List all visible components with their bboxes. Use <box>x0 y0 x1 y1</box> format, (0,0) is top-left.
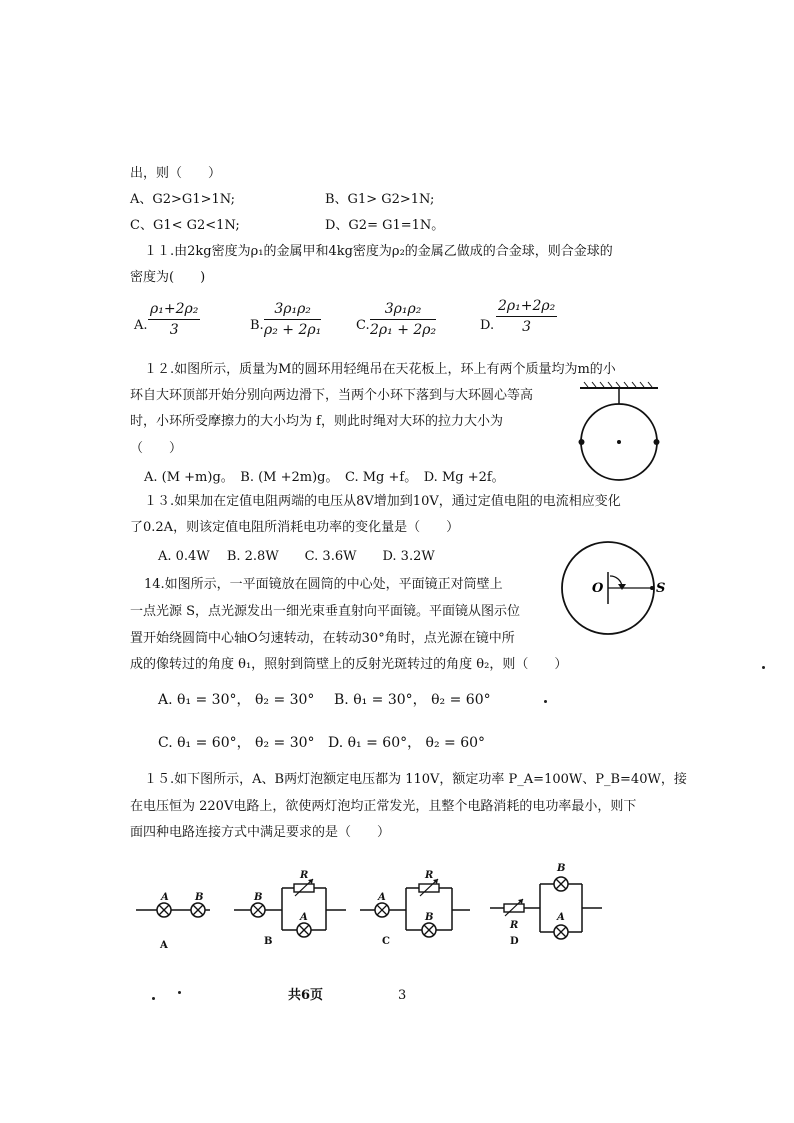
q13-stem-line2: 了0.2A，则该定值电阻所消耗电功率的变化量是（ ） <box>130 520 460 535</box>
q14-stem-line3: 置开始绕圆筒中心轴O匀速转动，在转动30°角时，点光源在镜中所 <box>130 631 515 646</box>
circuit-a-lamp-b-label: B <box>195 892 204 903</box>
q15-stem-line1: １５.如下图所示，A、B两灯泡额定电压都为 110V，额定功率 P_A=100W、P_B=40W，接 <box>144 772 687 787</box>
fraction-denominator: 2ρ₁ + 2ρ₂ <box>370 322 437 338</box>
q13-stem-line1: １３.如果加在定值电阻两端的电压从8V增加到10V，通过定值电阻的电流相应变化 <box>144 494 621 509</box>
fraction-numerator: 3ρ₁ρ₂ <box>264 301 321 320</box>
circuit-a <box>136 892 210 951</box>
circuit-d-resistor-label: R <box>510 920 519 931</box>
q12-stem-line3: 时，小环所受摩擦力的大小均为 f，则此时绳对大环的拉力大小为 <box>130 414 503 429</box>
footer-total-pages: 共6页 <box>288 988 324 1003</box>
scan-speck <box>152 997 155 1000</box>
q14-stem-line4: 成的像转过的角度 θ₁，照射到筒壁上的反射光斑转过的角度 θ₂，则（ ） <box>130 657 568 672</box>
q14-option-b: B. θ₁ = 30°， θ₂ = 60° <box>334 692 491 708</box>
q12-stem-line1: １２.如图所示，质量为M的圆环用轻绳吊在天花板上，环上有两个质量均为m的小 <box>144 362 616 377</box>
point-s-label: S <box>656 581 666 596</box>
fraction-numerator: 2ρ₁+2ρ₂ <box>496 298 557 317</box>
q10-option-c: C、G1< G2<1N; <box>130 218 240 233</box>
q14-option-c: C. θ₁ = 60°， θ₂ = 30° <box>158 735 315 751</box>
q15-stem-line3: 面四种电路连接方式中满足要求的是（ ） <box>130 825 391 840</box>
q11-option-a-label: A. <box>134 318 148 333</box>
fraction-numerator: ρ₁+2ρ₂ <box>148 301 200 320</box>
point-o-label: O <box>592 581 604 596</box>
circuit-c-resistor-label: R <box>425 870 434 881</box>
circuit-b <box>234 870 346 947</box>
circuit-d-lamp-a-label: A <box>557 912 565 923</box>
q14-cylinder-figure <box>560 540 672 640</box>
circuit-a-caption: A <box>160 940 168 951</box>
q11-stem-line2: 密度为( ) <box>130 270 206 285</box>
q11-stem-line1: １１.由2kg密度为ρ₁的金属甲和4kg密度为ρ₂的金属乙做成的合金球，则合金球的 <box>144 244 613 259</box>
circuit-c-caption: C <box>382 936 390 947</box>
q11-option-d-fraction <box>496 298 557 335</box>
q11-option-c-label: C. <box>356 318 370 333</box>
scan-speck <box>544 700 547 703</box>
q13-options: A. 0.4W B. 2.8W C. 3.6W D. 3.2W <box>158 549 435 564</box>
q12-stem-line2: 环自大环顶部开始分别向两边滑下，当两个小环下落到与大环圆心等高 <box>130 388 534 403</box>
circuit-b-resistor-label: R <box>300 870 309 881</box>
q10-stem-end: 出，则（ ） <box>130 166 222 181</box>
fraction-denominator: 3 <box>522 319 532 335</box>
fraction-numerator: 3ρ₁ρ₂ <box>370 301 436 320</box>
q10-option-d: D、G2= G1=1N。 <box>325 218 445 233</box>
fraction-denominator: 3 <box>169 322 179 338</box>
q12-options: A. (M +m)g。 B. (M +2m)g。 C. Mg +f。 D. Mg +2f。 <box>144 470 505 485</box>
q11-option-b-fraction <box>264 301 321 338</box>
q14-option-a: A. θ₁ = 30°， θ₂ = 30° <box>158 692 315 708</box>
circuit-c <box>360 870 470 947</box>
q14-stem-line1: 14.如图所示，一平面镜放在圆筒的中心处，平面镜正对筒壁上 <box>144 577 503 592</box>
footer-page-number: 3 <box>398 988 407 1003</box>
q15-circuit-diagrams <box>130 858 620 954</box>
q11-option-b-label: B. <box>250 318 264 333</box>
q14-stem-line2: 一点光源 S，点光源发出一细光束垂直射向平面镜。平面镜从图示位 <box>130 604 521 619</box>
fraction-denominator: ρ₂ + 2ρ₁ <box>264 322 322 338</box>
circuit-c-lamp-b-label: B <box>425 912 434 923</box>
circuit-b-caption: B <box>264 936 273 947</box>
q10-option-a: A、G2>G1>1N; <box>130 192 236 207</box>
circuit-a-lamp-a-label: A <box>161 892 169 903</box>
scan-speck <box>178 991 181 994</box>
circuit-d-caption: D <box>510 936 519 947</box>
circuit-d-lamp-b-label: B <box>557 863 566 874</box>
circuit-d <box>490 863 602 947</box>
circuit-b-lamp-b-label: B <box>254 892 263 903</box>
q14-option-d: D. θ₁ = 60°， θ₂ = 60° <box>328 735 486 751</box>
q11-option-c-fraction <box>370 301 436 338</box>
scan-speck <box>762 666 765 669</box>
circuit-b-lamp-a-label: A <box>300 912 308 923</box>
q15-stem-line2: 在电压恒为 220V电路上，欲使两灯泡均正常发光，且整个电路消耗的电功率最小，则下 <box>130 799 637 814</box>
q11-option-d-label: D. <box>480 318 495 333</box>
circuit-c-lamp-a-label: A <box>378 892 386 903</box>
q12-ring-figure <box>578 380 660 488</box>
q10-option-b: B、G1> G2>1N; <box>325 192 435 207</box>
q11-option-a-fraction <box>148 301 200 338</box>
q12-stem-line4: （ ） <box>130 441 183 456</box>
